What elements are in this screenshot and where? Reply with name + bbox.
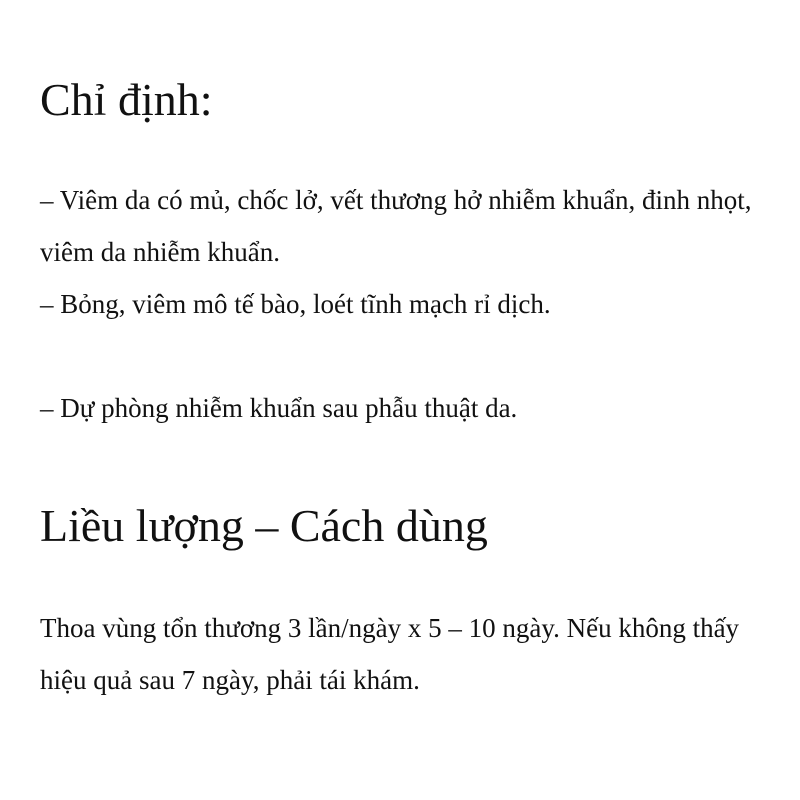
indication-item: – Dự phòng nhiễm khuẩn sau phẫu thuật da. xyxy=(40,393,518,423)
dosage-text: Thoa vùng tổn thương 3 lần/ngày x 5 – 10 ngày. Nếu không thấy hiệu quả sau 7 ngày, phải tái khám. xyxy=(40,613,740,695)
indications-heading: Chỉ định: xyxy=(40,74,213,125)
indication-item: – Bỏng, viêm mô tế bào, loét tĩnh mạch rỉ dịch. xyxy=(40,289,551,319)
indication-item: – Viêm da có mủ, chốc lở, vết thương hở nhiễm khuẩn, đinh nhọt, viêm da nhiễm khuẩn. xyxy=(40,185,752,267)
dosage-heading: Liều lượng – Cách dùng xyxy=(40,500,488,551)
